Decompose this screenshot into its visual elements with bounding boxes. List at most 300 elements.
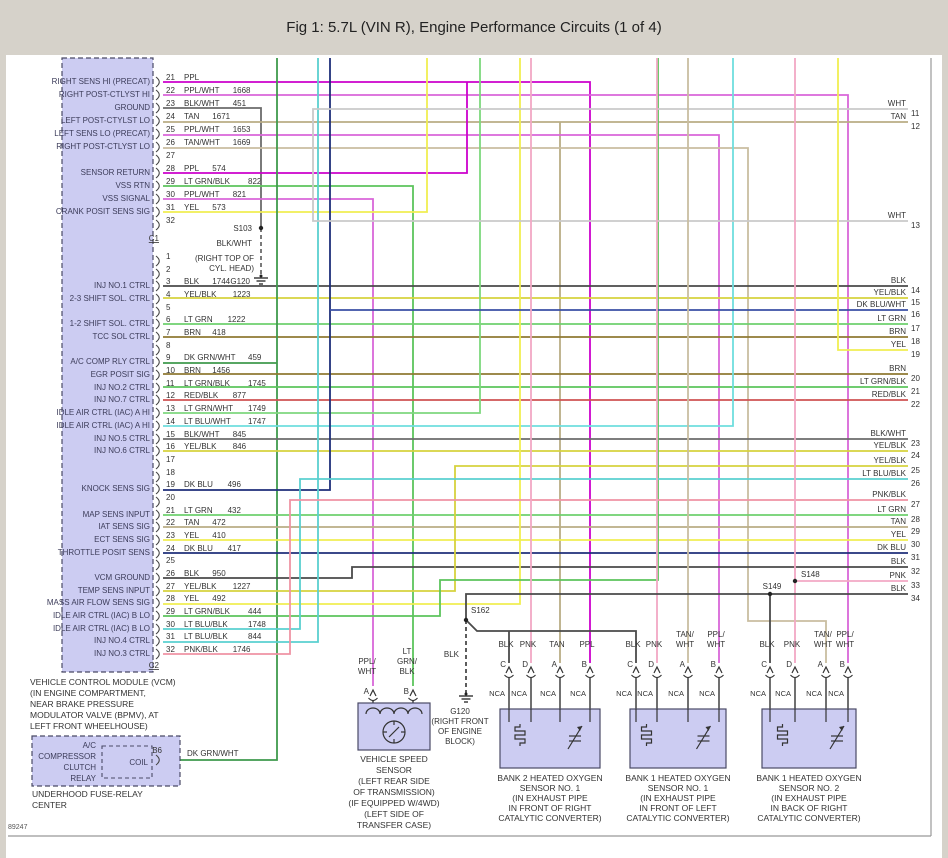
wire-color-label: YEL xyxy=(184,203,200,212)
wire-circuit-label: 877 xyxy=(232,391,247,400)
vcm-caption: LEFT FRONT WHEELHOUSE) xyxy=(30,721,148,731)
wire-circuit-label: 950 xyxy=(212,569,226,578)
stub-wire-color-label: YEL xyxy=(890,530,906,539)
o2-cavity-label: NCA xyxy=(616,689,632,698)
o2-caption: IN BACK OF RIGHT xyxy=(770,803,848,813)
stub-number: 13 xyxy=(911,221,920,230)
pin-number: 32 xyxy=(166,216,175,225)
relay-coil-label: COIL xyxy=(129,758,148,767)
wire-color-label: PPL/WHT xyxy=(184,86,220,95)
vcm-pin-label: IAT SENS SIG xyxy=(98,522,150,531)
o2-pin-wire-color: TAN xyxy=(549,640,565,649)
vss-pin-wire-color: PPL/ xyxy=(358,657,376,666)
stub-number: 29 xyxy=(911,527,920,536)
pin-number: 13 xyxy=(166,404,175,413)
wire-circuit-label: 1746 xyxy=(232,645,251,654)
o2-pin-wire-color: BLK xyxy=(625,640,641,649)
stub-number: 23 xyxy=(911,439,920,448)
stub-number: 21 xyxy=(911,387,920,396)
pin-number: 3 xyxy=(166,277,171,286)
o2-caption: CATALYTIC CONVERTER) xyxy=(626,813,730,823)
stub-number: 26 xyxy=(911,479,920,488)
o2-caption: CATALYTIC CONVERTER) xyxy=(498,813,602,823)
pin-number: 16 xyxy=(166,442,175,451)
ground-location: (RIGHT FRONT xyxy=(431,717,489,726)
ac-relay-label: A/C xyxy=(82,741,96,750)
pin-number: 24 xyxy=(166,112,175,121)
stub-wire-color-label: WHT xyxy=(887,211,906,220)
pin-number: 18 xyxy=(166,468,175,477)
wire-circuit-label: 410 xyxy=(212,531,226,540)
o2-pin-wire-color: PPL/ xyxy=(707,630,725,639)
vcm-pin-label: GROUND xyxy=(114,103,150,112)
wire-circuit-label: 846 xyxy=(232,442,247,451)
pin-number: 26 xyxy=(166,569,175,578)
pin-number: 25 xyxy=(166,556,175,565)
connector-id-c1: C1 xyxy=(148,234,159,243)
stub-wire-color-label: DK BLU xyxy=(877,543,906,552)
vcm-caption: MODULATOR VALVE (BPMV), AT xyxy=(30,710,159,720)
splice-s162-label: S162 xyxy=(471,606,490,615)
ac-relay-label: COMPRESSOR xyxy=(38,752,96,761)
o2-caption: IN FRONT OF RIGHT xyxy=(508,803,592,813)
wire-circuit-label: 1745 xyxy=(248,379,266,388)
wire-color-label: PPL xyxy=(184,164,200,173)
vcm-pin-label: RIGHT SENS HI (PRECAT) xyxy=(51,77,150,86)
o2-cavity-label: NCA xyxy=(489,689,505,698)
splice-s148-label: S148 xyxy=(801,570,820,579)
relay-wire-color-label: DK GRN/WHT xyxy=(187,749,239,758)
wire-circuit-label: 1668 xyxy=(232,86,251,95)
vcm-pin-label: 1-2 SHIFT SOL. CTRL xyxy=(69,319,150,328)
o2-cavity-label: NCA xyxy=(511,689,527,698)
wire-circuit-label: 821 xyxy=(232,190,247,199)
wire-circuit-label: 844 xyxy=(248,632,262,641)
o2-pin-letter: D xyxy=(522,660,528,669)
stub-wire-color-label: BLK xyxy=(890,584,906,593)
pin-number: 23 xyxy=(166,99,175,108)
stub-wire-color-label: YEL xyxy=(890,340,906,349)
vss-pin-wire-color: WHT xyxy=(357,667,377,676)
stub-number: 12 xyxy=(911,122,920,131)
o2-caption: CATALYTIC CONVERTER) xyxy=(757,813,861,823)
stub-wire-color-label: BRN xyxy=(889,327,906,336)
stub-wire-color-label: RED/BLK xyxy=(871,390,906,399)
wire-color-label: DK BLU xyxy=(184,544,213,553)
vss-caption: VEHICLE SPEED xyxy=(360,754,428,764)
pin-number: 17 xyxy=(166,455,175,464)
splice-s149-label: S149 xyxy=(762,582,782,591)
stub-number: 32 xyxy=(911,567,920,576)
stub-wire-color-label: DK BLU/WHT xyxy=(856,300,906,309)
wire-circuit-label: 417 xyxy=(227,544,241,553)
o2-cavity-label: NCA xyxy=(750,689,766,698)
wire-color-label: LT GRN/BLK xyxy=(184,607,230,616)
ac-relay-label: RELAY xyxy=(70,774,96,783)
ground-location: CYL. HEAD) xyxy=(209,264,254,273)
wire-color-label: LT GRN/WHT xyxy=(184,404,234,413)
o2-pin-letter: B xyxy=(581,660,587,669)
pin-number: 30 xyxy=(166,620,175,629)
o2-caption: SENSOR NO. 1 xyxy=(647,783,709,793)
vcm-pin-label: KNOCK SENS SIG xyxy=(81,484,150,493)
stub-wire-color-label: LT BLU/BLK xyxy=(862,469,906,478)
o2-pin-letter: B xyxy=(839,660,845,669)
wire-color-label: BLK xyxy=(184,277,200,286)
wire-circuit-label: 1669 xyxy=(232,138,251,147)
wire-color-label: YEL xyxy=(184,531,200,540)
stub-wire-color-label: PNK/BLK xyxy=(872,490,906,499)
pin-number: 7 xyxy=(166,328,171,337)
stub-wire-color-label: BLK/WHT xyxy=(870,429,906,438)
o2-pin-wire-color: PPL/ xyxy=(836,630,854,639)
pin-number: 8 xyxy=(166,341,171,350)
wire-circuit-label: 845 xyxy=(232,430,247,439)
pin-number: 21 xyxy=(166,506,175,515)
splice-s162 xyxy=(464,618,468,622)
o2-caption: SENSOR NO. 1 xyxy=(519,783,581,793)
o2-caption: (IN EXHAUST PIPE xyxy=(512,793,588,803)
vss-pin-wire-color: GRN/ xyxy=(397,657,417,666)
o2-pin-wire-color: PNK xyxy=(783,640,801,649)
pin-number: 11 xyxy=(166,379,175,388)
o2-sensor-box xyxy=(762,709,856,768)
stub-number: 25 xyxy=(911,466,920,475)
stub-number: 27 xyxy=(911,500,920,509)
o2-cavity-label: NCA xyxy=(637,689,653,698)
wire-circuit-label: 492 xyxy=(212,594,226,603)
pin-number: 1 xyxy=(166,252,171,261)
stub-number: 30 xyxy=(911,540,920,549)
wire-color-label: LT GRN xyxy=(184,506,213,515)
pin-number: 24 xyxy=(166,544,175,553)
stub-number: 14 xyxy=(911,286,920,295)
wire-circuit-label: 1749 xyxy=(248,404,266,413)
vss-pin-wire-color: LT xyxy=(402,647,412,656)
wire-circuit-label: 444 xyxy=(248,607,262,616)
stub-wire-color-label: LT GRN xyxy=(877,314,906,323)
wire-color-label: LT GRN/BLK xyxy=(184,379,230,388)
pin-number: 32 xyxy=(166,645,175,654)
o2-pin-wire-color: WHT xyxy=(835,640,855,649)
vcm-pin-label: IDLE AIR CTRL (IAC) B LO xyxy=(52,611,150,620)
vcm-pin-label: VSS SIGNAL xyxy=(102,194,150,203)
relay-pin-id: B6 xyxy=(152,746,162,755)
vss-pin-letter: B xyxy=(403,687,409,696)
vss-caption: (LEFT SIDE OF xyxy=(364,809,424,819)
o2-cavity-label: NCA xyxy=(668,689,684,698)
wire-circuit-label: 574 xyxy=(212,164,226,173)
vcm-pin-label: INJ NO.1 CTRL xyxy=(93,281,150,290)
stub-number: 17 xyxy=(911,324,920,333)
splice-s103 xyxy=(259,226,263,230)
vcm-pin-label: IDLE AIR CTRL (IAC) A HI xyxy=(56,408,150,417)
pin-number: 29 xyxy=(166,177,175,186)
pin-number: 2 xyxy=(166,265,171,274)
stub-number: 31 xyxy=(911,553,920,562)
wire-circuit-label: 1747 xyxy=(248,417,266,426)
pin-number: 9 xyxy=(166,353,171,362)
stub-wire-color-label: YEL/BLK xyxy=(873,456,906,465)
o2-caption: (IN EXHAUST PIPE xyxy=(771,793,847,803)
wire-color-label: LT BLU/WHT xyxy=(184,417,231,426)
vcm-pin-label: IDLE AIR CTRL (IAC) B LO xyxy=(52,624,150,633)
pin-number: 28 xyxy=(166,594,175,603)
pin-number: 30 xyxy=(166,190,175,199)
vcm-pin-label: IDLE AIR CTRL (IAC) A HI xyxy=(56,421,150,430)
wire-color-label: PPL/WHT xyxy=(184,190,220,199)
wire-color-label: YEL/BLK xyxy=(184,290,217,299)
ground-id-g120b: G120 xyxy=(450,707,470,716)
wire-color-label: DK GRN/WHT xyxy=(184,353,236,362)
stub-number: 16 xyxy=(911,310,920,319)
o2-cavity-label: NCA xyxy=(775,689,791,698)
fuse-center-caption: UNDERHOOD FUSE-RELAY xyxy=(32,789,143,799)
stub-wire-color-label: PNK xyxy=(889,571,906,580)
vcm-caption: NEAR BRAKE PRESSURE xyxy=(30,699,134,709)
o2-caption: (IN EXHAUST PIPE xyxy=(640,793,716,803)
splice-s103-label: S103 xyxy=(233,224,252,233)
wire-circuit-label: 1222 xyxy=(227,315,246,324)
ground-location: BLOCK) xyxy=(445,737,475,746)
o2-caption: BANK 2 HEATED OXYGEN xyxy=(497,773,603,783)
o2-cavity-label: NCA xyxy=(699,689,715,698)
wire-color-label: TAN xyxy=(184,112,200,121)
wire-color-label: LT BLU/BLK xyxy=(184,620,228,629)
vcm-pin-label: A/C COMP RLY CTRL xyxy=(70,357,150,366)
o2-pin-letter: D xyxy=(648,660,654,669)
o2-pin-wire-color: PPL xyxy=(579,640,595,649)
pin-number: 6 xyxy=(166,315,171,324)
ac-relay-label: CLUTCH xyxy=(63,763,96,772)
ground-icon-g120a xyxy=(260,275,263,278)
o2-pin-letter: C xyxy=(627,660,633,669)
vss-pin-wire-color: BLK xyxy=(399,667,415,676)
stub-wire-color-label: LT GRN xyxy=(877,505,906,514)
vcm-pin-label: ECT SENS SIG xyxy=(94,535,150,544)
vcm-pin-label: 2-3 SHIFT SOL. CTRL xyxy=(69,294,150,303)
stub-number: 33 xyxy=(911,581,920,590)
wire-color-label: DK BLU xyxy=(184,480,213,489)
splice-s148 xyxy=(793,579,797,583)
vcm-pin-label: VSS RTN xyxy=(115,181,150,190)
wire-color-label: YEL/BLK xyxy=(184,442,217,451)
wire-circuit-label: 573 xyxy=(212,203,226,212)
vcm-pin-label: SENSOR RETURN xyxy=(80,168,150,177)
wire-circuit-label: 1223 xyxy=(232,290,251,299)
stub-wire-color-label: BRN xyxy=(889,364,906,373)
wire-circuit-label: 1744 xyxy=(212,277,231,286)
stub-wire-color-label: WHT xyxy=(887,99,906,108)
vcm-pin-label: CRANK POSIT SENS SIG xyxy=(55,207,150,216)
ground-id-g120a: G120 xyxy=(230,277,250,286)
stub-number: 19 xyxy=(911,350,920,359)
figure-number: 89247 xyxy=(8,824,28,831)
vcm-pin-label: TCC SOL CTRL xyxy=(92,332,150,341)
vcm-pin-label: MASS AIR FLOW SENS SIG xyxy=(46,598,150,607)
vss-caption: SENSOR xyxy=(376,765,412,775)
pin-number: 15 xyxy=(166,430,175,439)
wire-color-label: BLK xyxy=(184,569,200,578)
wire-color-label: YEL/BLK xyxy=(184,582,217,591)
pin-number: 29 xyxy=(166,607,175,616)
o2-pin-wire-color: PNK xyxy=(519,640,537,649)
pin-number: 25 xyxy=(166,125,175,134)
o2-cavity-label: NCA xyxy=(570,689,586,698)
pin-number: 20 xyxy=(166,493,175,502)
stub-wire-color-label: TAN xyxy=(890,517,906,526)
wire-color-label: BLK/WHT xyxy=(184,430,220,439)
o2-pin-wire-color: WHT xyxy=(813,640,833,649)
wire-circuit-label: 418 xyxy=(212,328,226,337)
ground-wire-label: BLK/WHT xyxy=(216,239,252,248)
vcm-pin-label: VCM GROUND xyxy=(94,573,150,582)
pin-number: 21 xyxy=(166,73,175,82)
wire-circuit-label: 496 xyxy=(227,480,241,489)
vcm-pin-label: RIGHT POST-CTLYST HI xyxy=(58,90,150,99)
stub-number: 20 xyxy=(911,374,920,383)
pin-number: 27 xyxy=(166,151,175,160)
wire-color-label: BLK/WHT xyxy=(184,99,220,108)
vcm-pin-label: RIGHT POST-CTLYST LO xyxy=(56,142,150,151)
wire-color-label: RED/BLK xyxy=(184,391,219,400)
o2-pin-wire-color: BLK xyxy=(759,640,775,649)
stub-number: 34 xyxy=(911,594,920,603)
vcm-pin-label: EGR POSIT SIG xyxy=(90,370,150,379)
wire-circuit-label: 822 xyxy=(248,177,262,186)
vcm-pin-label: LEFT POST-CTYLST LO xyxy=(60,116,150,125)
vcm-pin-label: INJ NO.4 CTRL xyxy=(93,636,150,645)
stub-number: 28 xyxy=(911,515,920,524)
o2-pin-letter: A xyxy=(817,660,823,669)
wire-color-label: YEL xyxy=(184,594,200,603)
stub-wire-color-label: YEL/BLK xyxy=(873,441,906,450)
stub-number: 18 xyxy=(911,337,920,346)
vcm-pin-label: LEFT SENS LO (PRECAT) xyxy=(54,129,150,138)
stub-wire-color-label: TAN xyxy=(890,112,906,121)
wire-color-label: BRN xyxy=(184,366,201,375)
o2-pin-wire-color: TAN/ xyxy=(814,630,832,639)
wire-circuit-label: 1456 xyxy=(212,366,231,375)
wire-color-label: TAN xyxy=(184,518,200,527)
stub-number: 15 xyxy=(911,298,920,307)
o2-cavity-label: NCA xyxy=(540,689,556,698)
o2-pin-letter: A xyxy=(679,660,685,669)
vcm-pin-label: INJ NO.5 CTRL xyxy=(93,434,150,443)
wire-circuit-label: 1227 xyxy=(232,582,251,591)
vcm-pin-label: MAP SENS INPUT xyxy=(82,510,150,519)
fuse-center-caption: CENTER xyxy=(32,800,67,810)
o2-pin-wire-color: PNK xyxy=(645,640,663,649)
o2-pin-wire-color: TAN/ xyxy=(676,630,694,639)
vss-caption: OF TRANSMISSION) xyxy=(353,787,435,797)
pin-number: 23 xyxy=(166,531,175,540)
vss-caption: (IF EQUIPPED W/4WD) xyxy=(348,798,440,808)
o2-pin-wire-color: BLK xyxy=(498,640,514,649)
o2-pin-wire-color: WHT xyxy=(706,640,726,649)
ground-location: OF ENGINE xyxy=(437,727,483,736)
pin-number: 22 xyxy=(166,518,175,527)
vcm-pin-label: THROTTLE POSIT SENS xyxy=(57,548,150,557)
ground-icon-g120b xyxy=(465,693,468,696)
o2-pin-letter: C xyxy=(500,660,506,669)
pin-number: 22 xyxy=(166,86,175,95)
vcm-caption: (IN ENGINE COMPARTMENT, xyxy=(30,688,146,698)
vcm-pin-label: TEMP SENS INPUT xyxy=(77,586,150,595)
pin-number: 31 xyxy=(166,632,175,641)
o2-pin-letter: A xyxy=(551,660,557,669)
pin-number: 19 xyxy=(166,480,175,489)
stub-wire-color-label: BLK xyxy=(890,557,906,566)
o2-caption: BANK 1 HEATED OXYGEN xyxy=(756,773,862,783)
o2-caption: SENSOR NO. 2 xyxy=(778,783,840,793)
splice-s149 xyxy=(768,592,772,596)
pin-number: 12 xyxy=(166,391,175,400)
vcm-pin-label: INJ NO.3 CTRL xyxy=(93,649,150,658)
pin-number: 5 xyxy=(166,303,171,312)
o2-caption: BANK 1 HEATED OXYGEN xyxy=(625,773,731,783)
stub-wire-color-label: YEL/BLK xyxy=(873,288,906,297)
stub-number: 24 xyxy=(911,451,920,460)
pin-number: 10 xyxy=(166,366,175,375)
wire-circuit-label: 1748 xyxy=(248,620,266,629)
wire-color-label: LT BLU/BLK xyxy=(184,632,228,641)
vss-caption: (LEFT REAR SIDE xyxy=(358,776,430,786)
stub-number: 22 xyxy=(911,400,920,409)
wire-color-label: PPL/WHT xyxy=(184,125,220,134)
wire-color-label: BRN xyxy=(184,328,201,337)
wire-color-label: PNK/BLK xyxy=(184,645,218,654)
stub-wire-color-label: BLK xyxy=(890,276,906,285)
pin-number: 14 xyxy=(166,417,175,426)
wire-circuit-label: 1653 xyxy=(232,125,251,134)
figure-title: Fig 1: 5.7L (VIN R), Engine Performance Circuits (1 of 4) xyxy=(286,19,662,36)
o2-cavity-label: NCA xyxy=(806,689,822,698)
vss-pin-letter: A xyxy=(363,687,369,696)
o2-pin-wire-color: WHT xyxy=(675,640,695,649)
wire-color-label: PPL xyxy=(184,73,200,82)
pin-number: 28 xyxy=(166,164,175,173)
pin-number: 26 xyxy=(166,138,175,147)
vss-caption: TRANSFER CASE) xyxy=(356,820,432,830)
wire-color-label: LT GRN/BLK xyxy=(184,177,230,186)
stub-number: 11 xyxy=(911,109,920,118)
wire-circuit-label: 459 xyxy=(248,353,262,362)
wire-circuit-label: 451 xyxy=(232,99,247,108)
connector-id-c2: C2 xyxy=(148,661,159,670)
o2-pin-letter: B xyxy=(710,660,716,669)
wire-circuit-label: 432 xyxy=(227,506,241,515)
o2-cavity-label: NCA xyxy=(828,689,844,698)
stub-wire-color-label: LT GRN/BLK xyxy=(860,377,906,386)
o2-pin-letter: C xyxy=(761,660,767,669)
vcm-pin-label: INJ NO.7 CTRL xyxy=(93,395,150,404)
ground-location: (RIGHT TOP OF xyxy=(195,254,254,263)
ground-wire-label: BLK xyxy=(443,650,459,659)
vcm-caption: VEHICLE CONTROL MODULE (VCM) xyxy=(30,677,176,687)
vcm-pin-label: INJ NO.2 CTRL xyxy=(93,383,150,392)
wire-circuit-label: 1671 xyxy=(212,112,231,121)
pin-number: 31 xyxy=(166,203,175,212)
wire-color-label: LT GRN xyxy=(184,315,213,324)
vcm-pin-label: INJ NO.6 CTRL xyxy=(93,446,150,455)
wire-circuit-label: 472 xyxy=(212,518,226,527)
o2-pin-letter: D xyxy=(786,660,792,669)
wire-color-label: TAN/WHT xyxy=(184,138,220,147)
o2-caption: IN FRONT OF LEFT xyxy=(639,803,717,813)
pin-number: 4 xyxy=(166,290,171,299)
pin-number: 27 xyxy=(166,582,175,591)
